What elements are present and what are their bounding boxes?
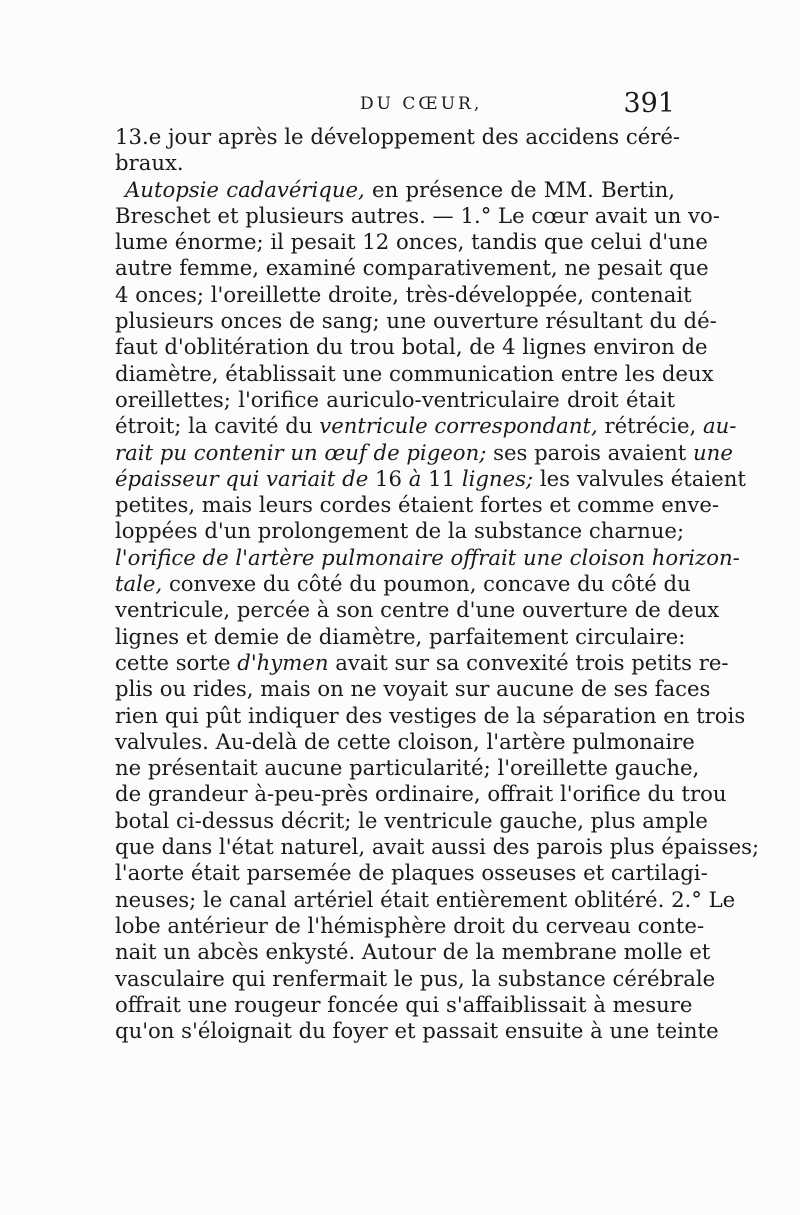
text-line: qu'on s'éloignait du foyer et passait ensuite à une teinte bbox=[115, 1018, 719, 1044]
text-line bbox=[115, 465, 746, 492]
text-line: offrait une rougeur foncée qui s'affaiblissait à mesure bbox=[115, 991, 693, 1017]
text-line: de grandeur à-peu-près ordinaire, offrait l'orifice du trou bbox=[115, 781, 727, 807]
text-line: vasculaire qui renfermait le pus, la substance cérébrale bbox=[115, 965, 716, 991]
text-run: étroit; la cavité du bbox=[115, 413, 320, 439]
text-line: 4 onces; l'oreillette droite, très-développée, contenait bbox=[115, 281, 692, 307]
text-line: oreillettes; l'orifice auriculo-ventriculaire droit était bbox=[115, 386, 675, 412]
page-header bbox=[115, 88, 675, 128]
text-run: avait sur sa convexité trois petits re- bbox=[328, 649, 729, 675]
body-text bbox=[115, 124, 760, 1044]
text-run: en présence de MM. Bertin, bbox=[364, 176, 675, 202]
text-line bbox=[115, 413, 737, 439]
text-run: cette sorte bbox=[115, 649, 238, 675]
text-line bbox=[115, 439, 733, 466]
text-line: plusieurs onces de sang; une ouverture résultant du dé- bbox=[115, 308, 717, 334]
text-line: nait un abcès enkysté. Autour de la membrane molle et bbox=[115, 939, 711, 965]
text-line: loppées d'un prolongement de la substance charnue; bbox=[115, 518, 685, 544]
text-line: neuses; le canal artériel était entièrement oblitéré. 2.° Le bbox=[115, 886, 736, 912]
text-line: l'aorte était parsemée de plaques osseuses et cartilagi- bbox=[115, 860, 708, 886]
text-line: ventricule, percée à son centre d'une ouverture de deux bbox=[115, 597, 720, 623]
italic-run: ventricule correspondant, bbox=[319, 413, 598, 439]
text-line: plis ou rides, mais on ne voyait sur aucune de ses faces bbox=[115, 676, 711, 702]
text-line: lobe antérieur de l'hémisphère droit du cerveau conte- bbox=[115, 912, 705, 938]
text-line: autre femme, examiné comparativement, ne pesait que bbox=[115, 255, 709, 281]
text-line: que dans l'état naturel, avait aussi des parois plus épaisses; bbox=[115, 834, 760, 860]
italic-run: tale, bbox=[115, 571, 163, 597]
text-line: petites, mais leurs cordes étaient fortes et comme enve- bbox=[115, 492, 720, 518]
text-line: diamètre, établissait une communication entre les deux bbox=[115, 360, 714, 386]
text-run: 16 bbox=[368, 465, 409, 491]
text-run: les valvules étaient bbox=[533, 465, 746, 491]
italic-heading: Autopsie cadavérique, bbox=[125, 176, 365, 202]
text-run: ses parois avaient bbox=[486, 439, 694, 465]
text-line bbox=[115, 177, 675, 203]
italic-run: d'hymen bbox=[237, 649, 329, 675]
text-run: 11 bbox=[421, 465, 462, 491]
italic-run: une bbox=[693, 439, 733, 465]
text-line: ne présentait aucune particularité; l'oreillette gauche, bbox=[115, 755, 700, 781]
text-line: lignes et demie de diamètre, parfaitement circulaire: bbox=[115, 623, 686, 649]
text-line: braux. bbox=[115, 150, 184, 176]
italic-run: rait pu contenir un œuf de pigeon; bbox=[115, 439, 487, 465]
text-line: 13.e jour après le développement des accidens céré- bbox=[115, 124, 681, 149]
text-line: lume énorme; il pesait 12 onces, tandis que celui d'une bbox=[115, 229, 708, 255]
italic-run: lignes; bbox=[461, 465, 534, 491]
italic-run: au- bbox=[702, 413, 737, 439]
text-line bbox=[115, 571, 691, 597]
text-line: faut d'oblitération du trou botal, de 4 lignes environ de bbox=[115, 334, 708, 360]
text-line: rien qui pût indiquer des vestiges de la séparation en trois bbox=[115, 702, 746, 728]
running-head: DU CŒUR, bbox=[360, 94, 483, 114]
text-run: convexe du côté du poumon, concave du côté du bbox=[162, 571, 691, 597]
page-number: 391 bbox=[623, 88, 675, 119]
italic-run: à bbox=[408, 465, 422, 491]
text-line: Breschet et plusieurs autres. — 1.° Le cœur avait un vo- bbox=[115, 202, 720, 228]
text-run: rétrécie, bbox=[597, 413, 703, 439]
text-line bbox=[115, 649, 729, 676]
text-line: l'orifice de l'artère pulmonaire offrait une cloison horizon- bbox=[115, 544, 740, 570]
italic-run: épaisseur qui variait de bbox=[115, 465, 369, 491]
text-line: botal ci-dessus décrit; le ventricule gauche, plus ample bbox=[115, 807, 708, 833]
text-line: valvules. Au-delà de cette cloison, l'artère pulmonaire bbox=[115, 728, 695, 754]
